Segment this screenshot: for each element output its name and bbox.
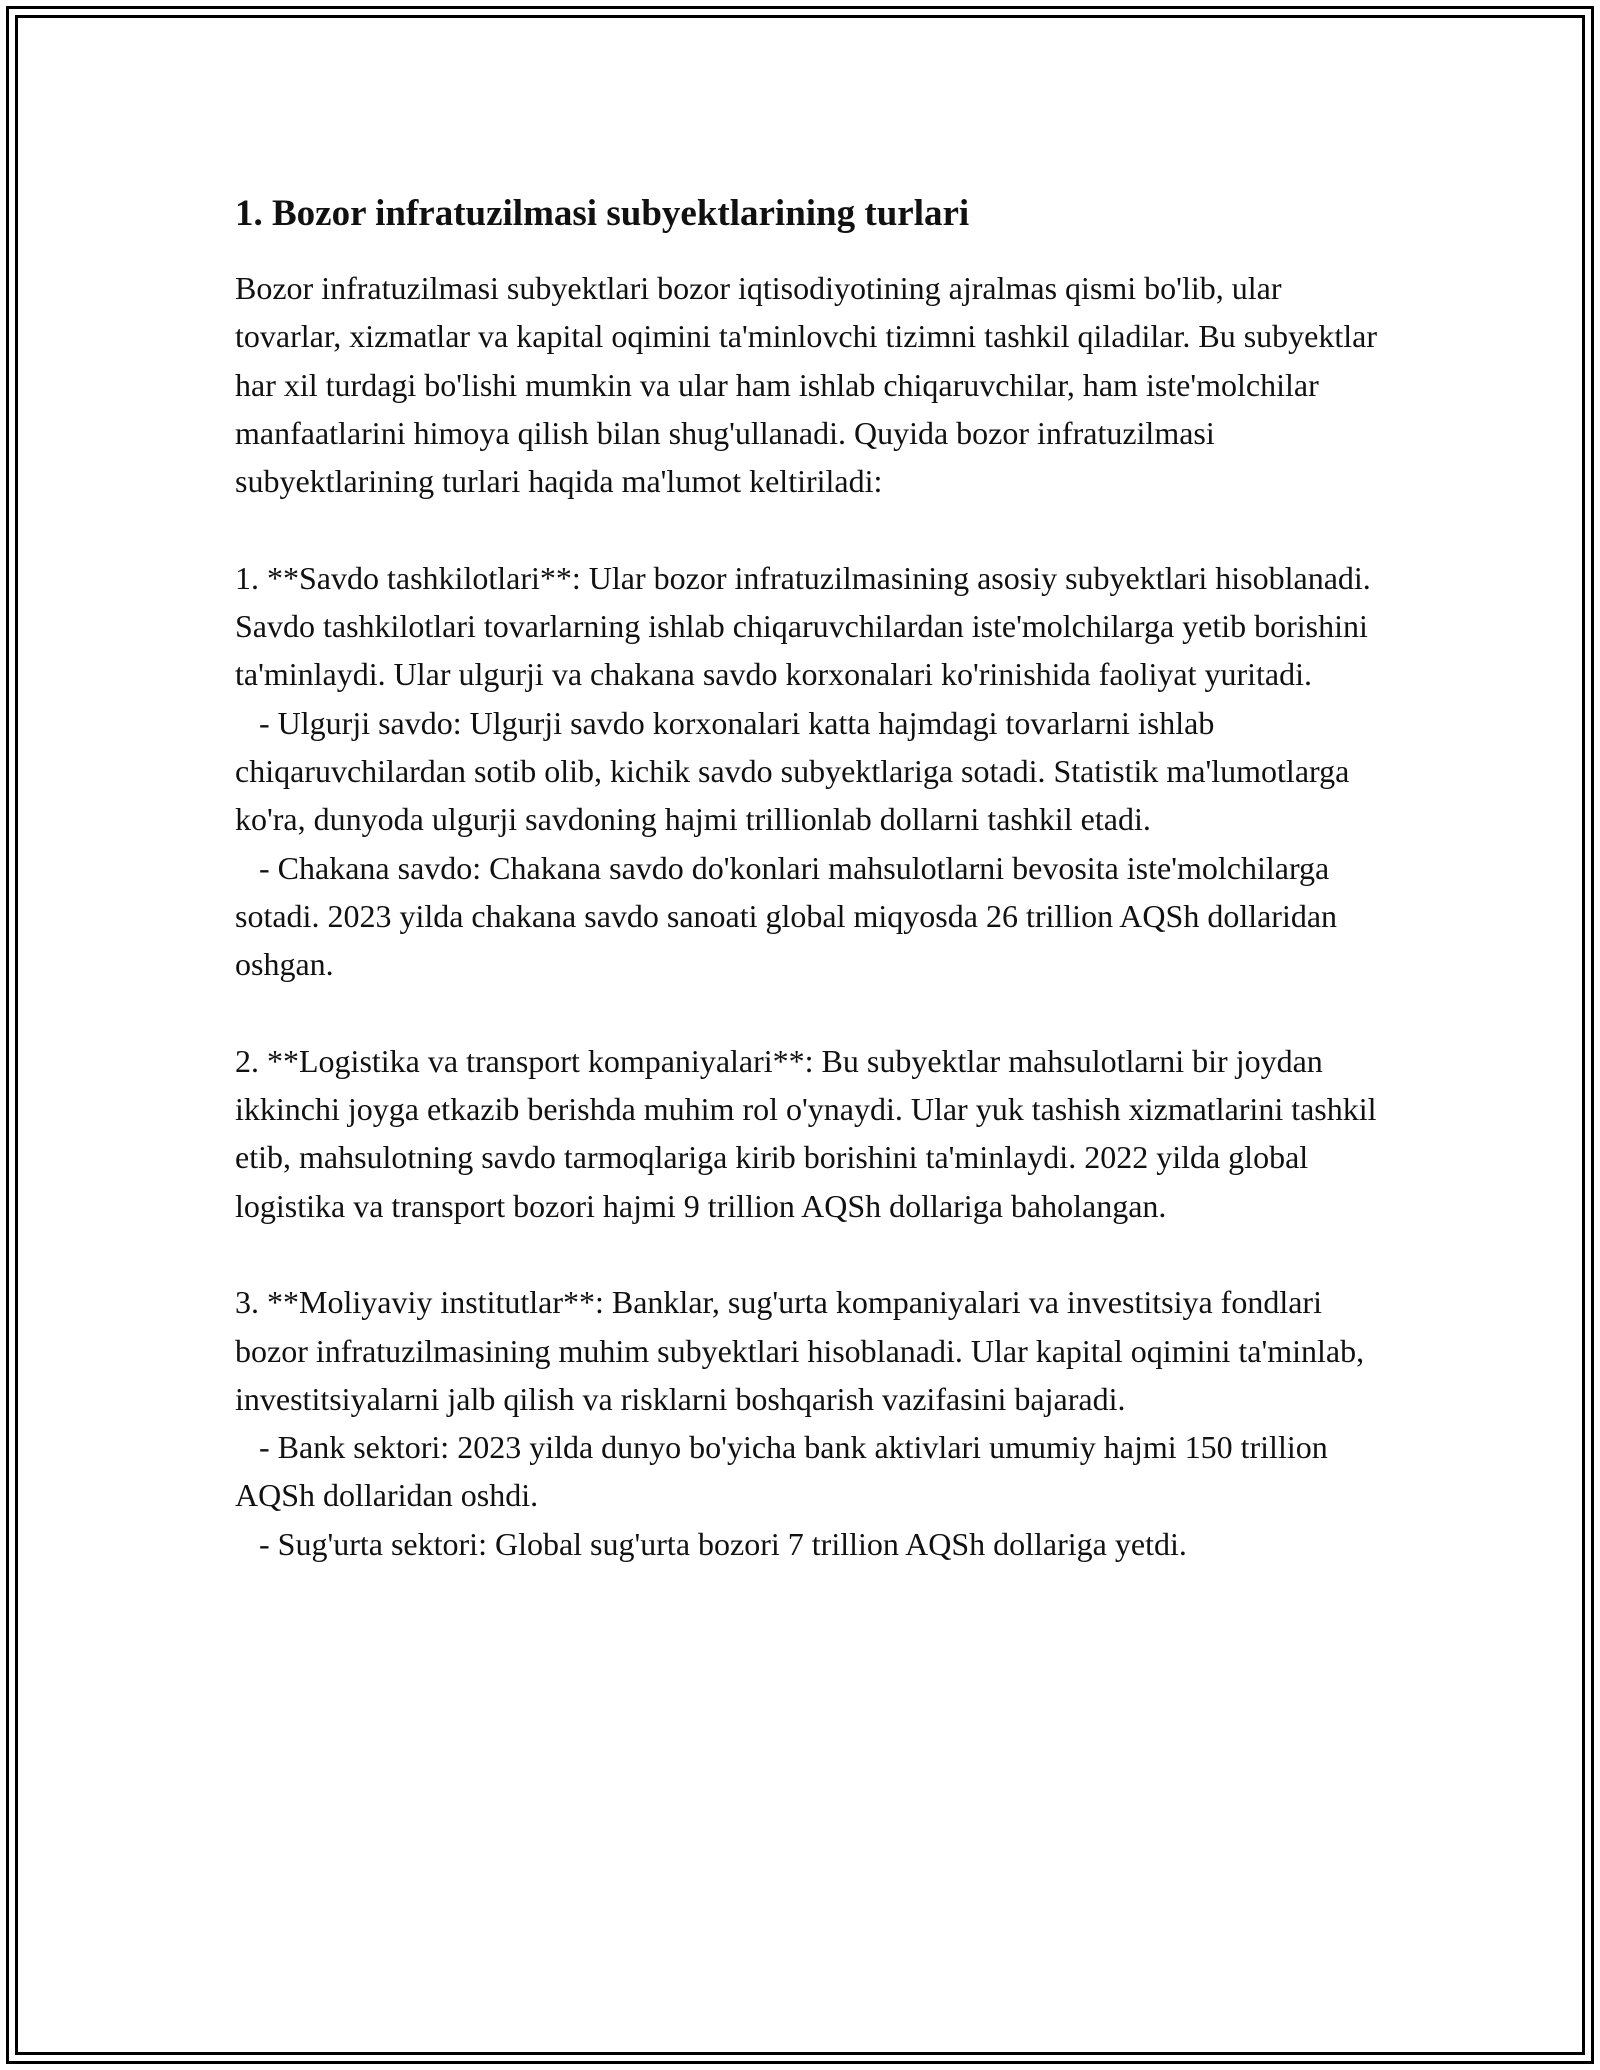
document-body <box>235 188 1385 1568</box>
list-item-trade-organizations: 1. **Savdo tashkilotlari**: Ular bozor infratuzilmasining asosiy subyektlari hisoblanadi. Savdo tashkilotlari tovarlarning ishlab chiqaruvchilardan iste'molchilarga yetib borishini ta'minlaydi. Ular ulgurji va chakana savdo korxonalari ko'rinishida faoliyat yuritadi. <box>235 559 1379 693</box>
paragraph-gap <box>235 988 1385 1036</box>
paragraph-gap <box>235 1230 1385 1278</box>
sub-item-banking: - Bank sektori: 2023 yilda dunyo bo'yicha bank aktivlari umumiy hajmi 150 trillion AQSh dollaridan oshdi. <box>235 1429 1334 1514</box>
list-item-logistics: 2. **Logistika va transport kompaniyalari**: Bu subyektlar mahsulotlarni bir joydan ikkinchi joyga etkazib berishda muhim rol o'ynaydi. Ular yuk tashish xizmatlarini tashkil etib, mahsulotning savdo tarmoqlariga kirib borishini ta'minlaydi. 2022 yilda global logistika va transport bozori hajmi 9 trillion AQSh dollariga baholangan. <box>235 1042 1385 1224</box>
paragraph-gap <box>235 505 1385 553</box>
list-item-financial-institutions: 3. **Moliyaviy institutlar**: Banklar, sug'urta kompaniyalari va investitsiya fondlari bozor infratuzilmasining muhim subyektlari hisoblanadi. Ular kapital oqimini ta'minlab, investitsiyalarni jalb qilish va risklarni boshqarish vazifasini bajaradi. <box>235 1284 1373 1417</box>
sub-item-wholesale: - Ulgurji savdo: Ulgurji savdo korxonalari katta hajmdagi tovarlarni ishlab chiqaruvchilardan sotib olib, kichik savdo subyektlariga sotadi. Statistik ma'lumotlarga ko'ra, dunyoda ulgurji savdoning hajmi trillionlab dollarni tashkil etadi. <box>235 704 1358 838</box>
sub-item-retail: - Chakana savdo: Chakana savdo do'konlari mahsulotlarni bevosita iste'molchilarga sotadi. 2023 yilda chakana savdo sanoati global miqyosda 26 trillion AQSh dollaridan oshgan. <box>235 849 1346 983</box>
section-heading: 1. Bozor infratuzilmasi subyektlarining turlari <box>235 193 970 234</box>
intro-paragraph: Bozor infratuzilmasi subyektlari bozor iqtisodiyotining ajralmas qismi bo'lib, ular tovarlar, xizmatlar va kapital oqimini ta'minlovchi tizimni tashkil qiladilar. Bu subyektlar har xil turdagi bo'lishi mumkin va ular ham ishlab chiqaruvchilar, ham iste'molchilar manfaatlarini himoya qilish bilan shug'ullanadi. Quyida bozor infratuzilmasi subyektlarining turlari haqida ma'lumot keltiriladi: <box>235 270 1385 500</box>
sub-item-insurance: - Sug'urta sektori: Global sug'urta bozori 7 trillion AQSh dollariga yetdi. <box>235 1525 1187 1562</box>
